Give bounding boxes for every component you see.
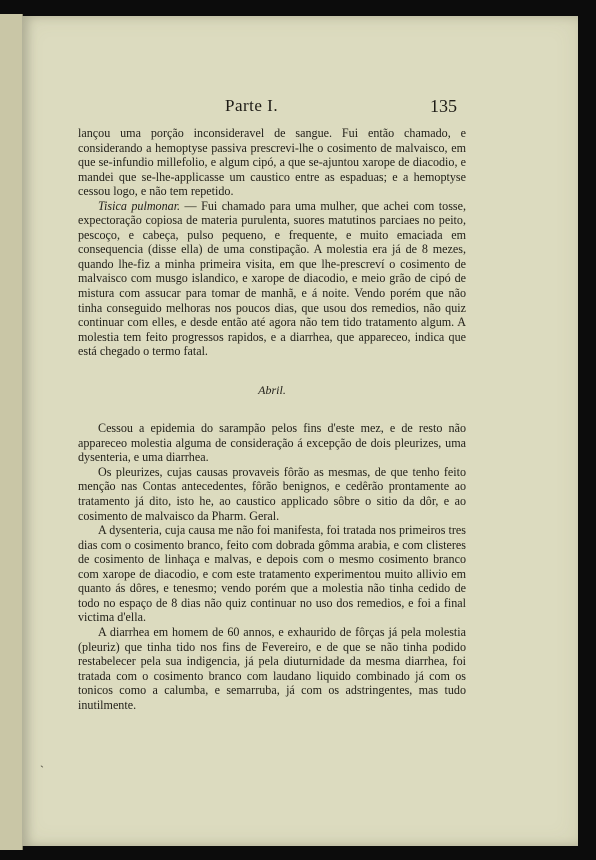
- paragraph-tisica-text: — Fui chamado para uma mulher, que achei com tosse, expectoração copiosa de materia purulenta, suores matutinos parciaes no peito, pescoço, e cabeça, pulso pequeno, e frequente, e muito emaciada em consequencia (disse ella) de uma constipação. A molestia era já de 8 mezes, quando lhe-fiz a minha primeira visita, em que lhe-prescreví o cosimento de malvaisco com musgo islandico, e xarope de diacodio, e meio grão de cipó de mistura com assucar para tomar de manhã, e á noite. Vendo porém que não tinha conseguido melhoras nos poucos dias, que usou dos remedios, não quiz continuar com elles, e desde então até agora não tem tido tratamento algum. A molestia tem feito progressos rapidos, e a diarrhea, que appareceo, indica que está chegado o termo fatal.: [78, 198, 466, 359]
- margin-mark: ˏ: [40, 754, 44, 768]
- section-heading-abril: Abril.: [258, 382, 286, 397]
- paragraph-epidemia: Cessou a epidemia do sarampão pelos fins d'este mez, e de resto não appareceo molestia alguma de consideração á excepção de dois pleurizes, uma dysenteria, e uma diarrhea.: [78, 421, 466, 465]
- page-number: 135: [430, 96, 457, 116]
- running-head: Parte I.: [225, 96, 279, 115]
- paragraph-tisica: [78, 199, 466, 359]
- left-page-edge: [0, 14, 23, 850]
- page-body: [78, 126, 466, 712]
- paragraph-dysenteria: A dysenteria, cuja causa me não foi manifesta, foi tratada nos primeiros tres dias com o cosimento branco, feito com dobrada gômma arabia, e com clisteres de cosimento de linhaça e malvas, e depois com o mesmo cosimento branco com xarope de diacodio, e com este tratamento experimentou muito allivio em quanto ás dôres, e tenesmo; vendo porém que a molestia não tinha cedido de todo no espaço de 8 dias não quiz continuar no uso dos remedios, e foi a final victima d'ella.: [78, 523, 466, 625]
- paragraph-lead: Tisica pulmonar.: [98, 198, 181, 213]
- paragraph-diarrhea: A diarrhea em homem de 60 annos, e exhaurido de fôrças já pela molestia (pleuriz) que tinha tido nos fins de Fevereiro, e de que se não tinha podido restabelecer pela sua indigencia, já pela diuturnidade da mesma diarrhea, foi tratada com o cosimento branco com laudano liquido combinado já com os tonicos como a calumba, e semarruba, já com os adstringentes, mas tudo inutilmente.: [78, 624, 466, 712]
- book-page: [22, 16, 578, 846]
- paragraph-pleurizes: Os pleurizes, cujas causas provaveis fôrão as mesmas, de que tenho feito menção nas Contas antecedentes, fôrão benignos, e cedêrão prontamente ao tratamento já dito, isto he, ao caustico applicado sôbre o sitio da dôr, e ao cosimento de malvaisco da Pharm. Geral.: [78, 464, 466, 523]
- page-header: [22, 96, 578, 120]
- paragraph-hemoptyse: lançou uma porção inconsideravel de sangue. Fui então chamado, e considerando a hemoptyse passiva prescrevi-lhe o cosimento de malvaisco, em que se-infundio millefolio, e algum cipó, a que se-ajuntou xarope de diacodio, e mandei que se-lhe-applicasse um caustico entre as espaduas; e a hemoptyse cessou logo, e não tem repetido.: [78, 126, 466, 199]
